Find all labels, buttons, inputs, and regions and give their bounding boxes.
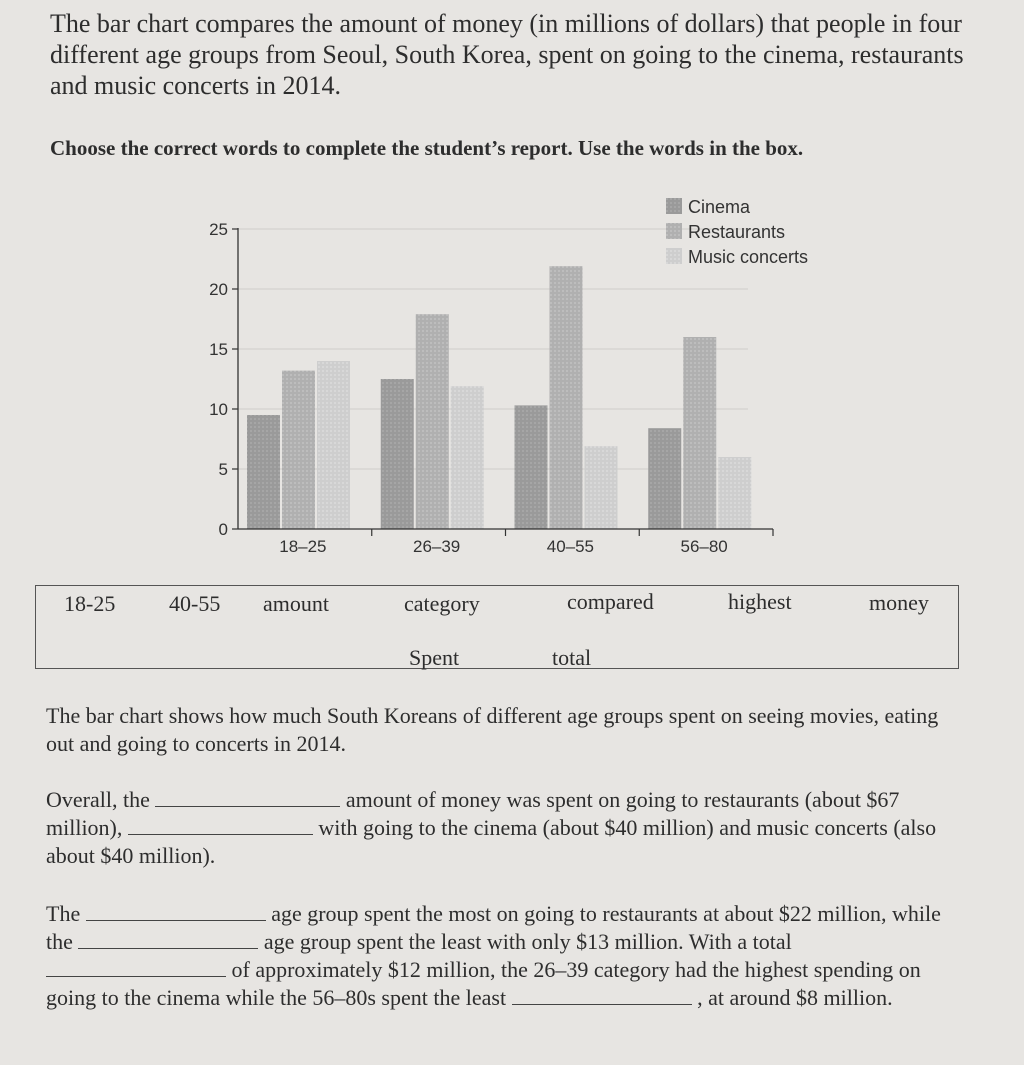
bar-restaurants xyxy=(683,337,716,529)
x-tick-label: 26–39 xyxy=(412,537,461,556)
x-tick-label: 18–25 xyxy=(279,537,327,556)
bar-cinema xyxy=(381,379,414,529)
bar-cinema xyxy=(515,405,548,529)
y-tick-label: 20 xyxy=(209,280,228,299)
answer-blank[interactable] xyxy=(155,788,340,807)
legend-label: Restaurants xyxy=(688,222,786,242)
report-text: age group spent the least with only $13 million. With a total xyxy=(263,929,792,954)
report-text: age group spent the most on going to restaurants at about $22 million, while the xyxy=(46,901,941,954)
instruction-text: Choose the correct words to complete the student’s report. Use the words in the box. xyxy=(50,136,804,160)
legend-label: Music concerts xyxy=(688,247,809,267)
legend-swatch xyxy=(666,198,682,214)
y-tick-label: 0 xyxy=(218,520,228,539)
intro-text: The bar chart compares the amount of money (in millions of dollars) that people in four different age groups from Seoul, South Korea, spent on going to the cinema, restaurants and music concerts in 2014. xyxy=(50,9,964,100)
x-tick-label: 40–55 xyxy=(546,537,595,556)
report-paragraph-1: The bar chart shows how much South Koreans of different age groups spent on seeing movies, eating out and going to concerts in 2014. xyxy=(46,703,939,756)
word-item: 18-25 xyxy=(64,591,116,616)
y-tick-label: 25 xyxy=(209,220,228,239)
answer-blank[interactable] xyxy=(86,902,266,921)
report-text: Overall, the xyxy=(46,787,150,812)
bar-restaurants xyxy=(416,314,449,529)
y-tick-label: 10 xyxy=(209,400,228,419)
answer-blank[interactable] xyxy=(512,986,692,1005)
word-box xyxy=(35,585,959,669)
legend-label: Cinema xyxy=(688,197,751,217)
word-item: total xyxy=(552,645,592,670)
report-text: with going to the cinema (about $40 million) and music concerts (also about $40 million). xyxy=(46,815,937,868)
bar-chart xyxy=(190,190,810,560)
word-item: category xyxy=(404,591,480,616)
answer-blank[interactable] xyxy=(128,816,313,835)
bar-restaurants xyxy=(282,371,315,529)
bar-cinema xyxy=(648,428,681,529)
word-item: Spent xyxy=(409,645,460,670)
bar-music-concerts xyxy=(451,386,484,529)
y-tick-label: 5 xyxy=(218,460,228,479)
bar-music-concerts xyxy=(585,446,618,529)
answer-blank[interactable] xyxy=(78,930,258,949)
word-item: compared xyxy=(567,589,654,614)
report-text: , at around $8 million. xyxy=(697,985,893,1010)
legend-swatch xyxy=(666,248,682,264)
y-tick-label: 15 xyxy=(209,340,228,359)
x-tick-label: 56–80 xyxy=(680,537,728,556)
report-text: The xyxy=(46,901,81,926)
answer-blank[interactable] xyxy=(46,958,226,977)
bar-restaurants xyxy=(550,266,583,529)
word-item: amount xyxy=(263,591,329,616)
report-paragraph-2 xyxy=(46,786,966,870)
word-item: money xyxy=(869,590,929,615)
bar-cinema xyxy=(247,415,280,529)
report-text: amount of money was spent on going to restaurants (about $67 million), xyxy=(46,787,900,840)
report-text: of approximately $12 million, the 26–39 category had the highest spending on going to the cinema while the 56–80s spent the least xyxy=(46,957,921,1010)
bar-music-concerts xyxy=(317,361,350,529)
legend-swatch xyxy=(666,223,682,239)
bar-music-concerts xyxy=(718,457,751,529)
word-item: 40-55 xyxy=(169,591,221,616)
word-item: highest xyxy=(728,589,792,614)
report-paragraph-3 xyxy=(46,900,966,1012)
